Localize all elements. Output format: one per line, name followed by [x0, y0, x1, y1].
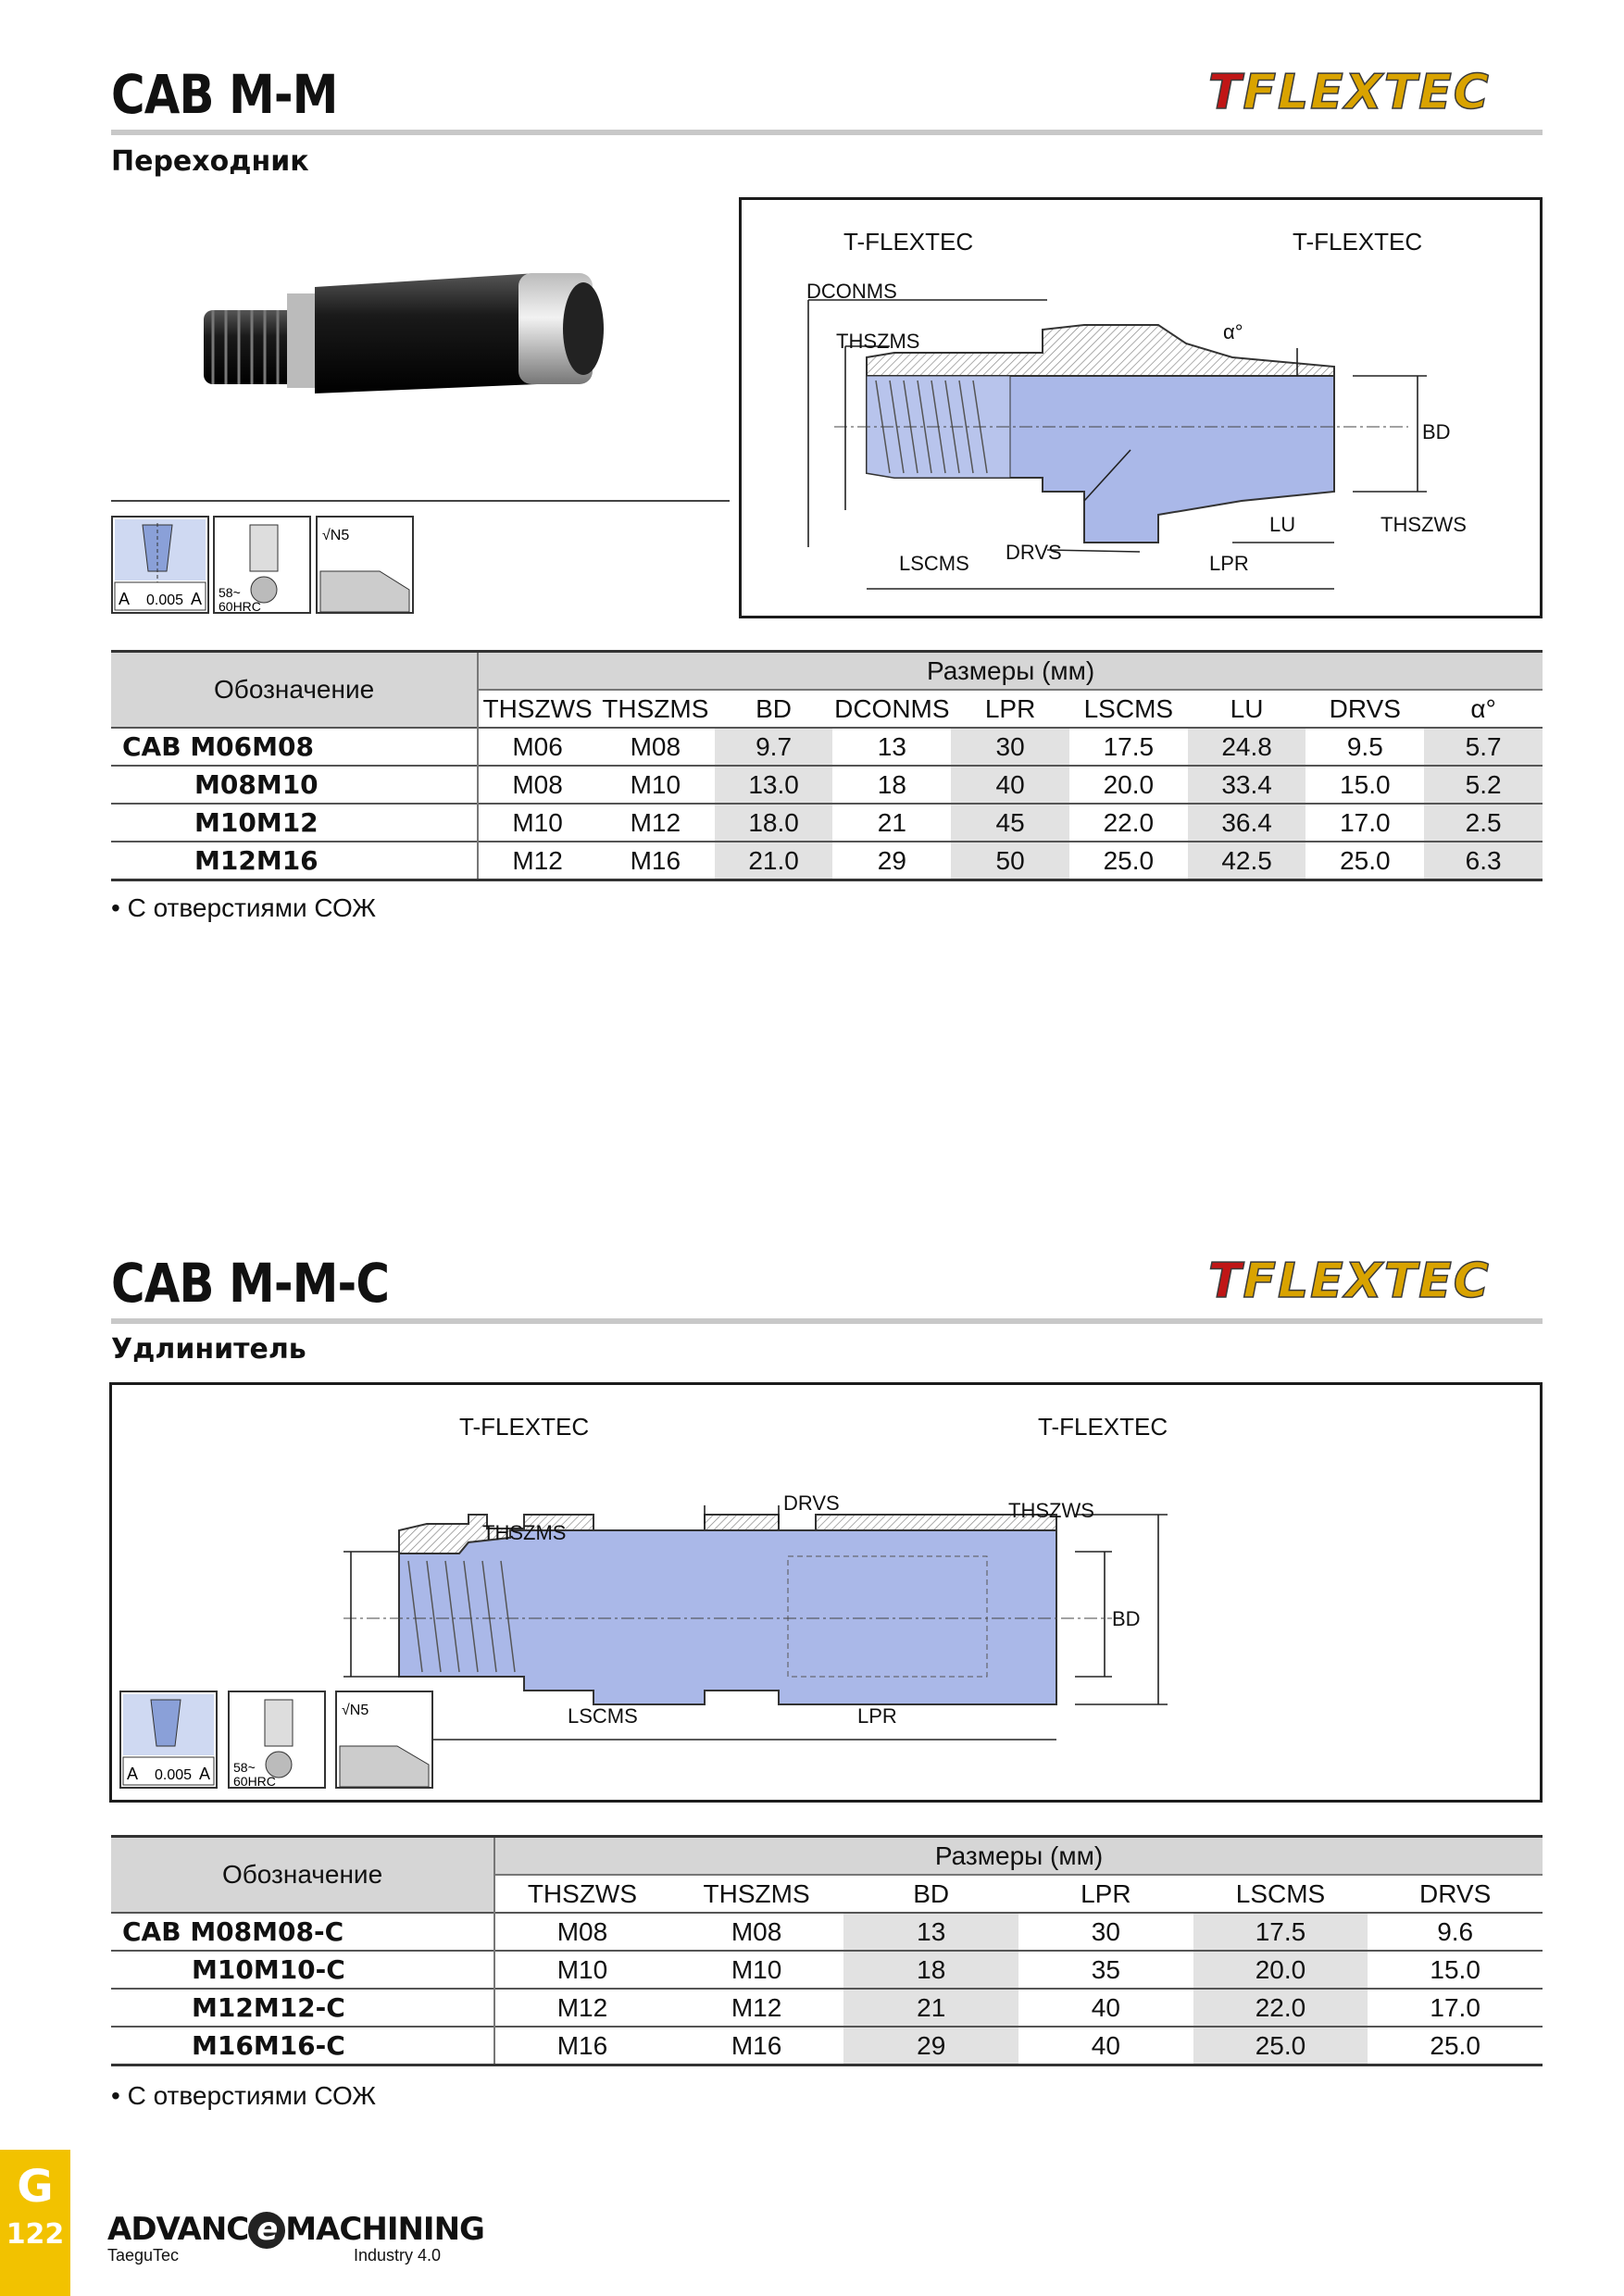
hardness-icon-text-1: 58~ — [219, 585, 241, 600]
row-code-value: M08M08-C — [190, 1916, 344, 1947]
cell: M08 — [669, 1913, 844, 1951]
col-header: LPR — [951, 690, 1069, 728]
cell: 20.0 — [1069, 766, 1188, 804]
dim-lpr: LPR — [857, 1704, 897, 1728]
hardness-icon-text-2: 60HRC — [233, 1774, 276, 1789]
col-header: LSCMS — [1069, 690, 1188, 728]
row-code — [111, 728, 478, 766]
cell: 50 — [951, 842, 1069, 880]
cell: M08 — [494, 1913, 669, 1951]
cell: M16 — [596, 842, 715, 880]
cell: 5.7 — [1424, 728, 1543, 766]
dim-thszws: THSZWS — [1008, 1499, 1094, 1522]
dim-lpr: LPR — [1209, 552, 1249, 575]
cell: 9.6 — [1368, 1913, 1543, 1951]
hardness-icon-text-1: 58~ — [233, 1760, 256, 1775]
cell: 2.5 — [1424, 804, 1543, 842]
cell: 13 — [832, 728, 951, 766]
table-row — [111, 766, 1543, 804]
cell: 13 — [843, 1913, 1018, 1951]
cell: 15.0 — [1368, 1951, 1543, 1989]
diagram1-left-label: T-FLEXTEC — [843, 228, 974, 256]
cell: M16 — [494, 2027, 669, 2065]
row-prefix: CAB — [122, 1916, 181, 1947]
dim-dconms: DCONMS — [806, 280, 897, 303]
finish-icon-text: √N5 — [342, 1703, 369, 1718]
col-header: DRVS — [1305, 690, 1424, 728]
cell: M10 — [669, 1951, 844, 1989]
row-code — [111, 1913, 494, 1951]
spec-table-2 — [111, 1835, 1543, 2066]
diagram-box-1 — [739, 197, 1543, 618]
row-code: M12M16 — [111, 842, 478, 880]
spec-icons — [119, 1691, 434, 1791]
cell: 40 — [1018, 1989, 1193, 2027]
page-number: 122 — [6, 2218, 65, 2251]
col-header: DCONMS — [832, 690, 951, 728]
col-header: LPR — [1018, 1875, 1193, 1913]
section2-title: CAB M-M-C — [111, 1252, 390, 1315]
cell: 17.5 — [1069, 728, 1188, 766]
tol-value: 0.005 — [146, 593, 184, 608]
photo-divider — [111, 500, 730, 502]
cell: M08 — [478, 766, 596, 804]
cell: 30 — [951, 728, 1069, 766]
brand-right: Industry 4.0 — [353, 2246, 441, 2265]
cell: 18 — [843, 1951, 1018, 1989]
cell: 17.0 — [1305, 804, 1424, 842]
cell: M08 — [596, 728, 715, 766]
dim-drvs: DRVS — [1006, 541, 1062, 564]
col-header: THSZWS — [494, 1875, 669, 1913]
cell: 22.0 — [1193, 1989, 1368, 2027]
cell: M16 — [669, 2027, 844, 2065]
row-code: M12M12-C — [111, 1989, 494, 2027]
row-code: M10M12 — [111, 804, 478, 842]
col-header: LU — [1188, 690, 1306, 728]
tol-a1: A — [119, 590, 131, 608]
spec-table-1 — [111, 650, 1543, 881]
spec-icons — [111, 516, 417, 614]
designation-header: Обозначение — [111, 652, 478, 729]
table-row — [111, 842, 1543, 880]
tflextec-logo: TFLEXTEC — [1208, 65, 1491, 120]
tflextec-logo: TFLEXTEC — [1208, 1254, 1491, 1309]
cell: M10 — [596, 766, 715, 804]
dim-lscms: LSCMS — [899, 552, 969, 575]
row-prefix: CAB — [122, 731, 181, 762]
col-header: LSCMS — [1193, 1875, 1368, 1913]
title-rule — [111, 1318, 1543, 1324]
dim-thszws: THSZWS — [1380, 513, 1467, 536]
brand-e: e — [248, 2212, 285, 2249]
cell: 33.4 — [1188, 766, 1306, 804]
designation-header: Обозначение — [111, 1837, 494, 1914]
diagram2-left-label: T-FLEXTEC — [459, 1413, 590, 1441]
cell: M06 — [478, 728, 596, 766]
cell: 22.0 — [1069, 804, 1188, 842]
col-header: α° — [1424, 690, 1543, 728]
cell: M12 — [669, 1989, 844, 2027]
cell: M10 — [478, 804, 596, 842]
diagram-box-2 — [109, 1382, 1543, 1803]
cell: 17.0 — [1368, 1989, 1543, 2027]
dim-lscms: LSCMS — [568, 1704, 638, 1728]
tol-a2: A — [199, 1765, 211, 1783]
tol-a1: A — [127, 1765, 139, 1783]
cell: 6.3 — [1424, 842, 1543, 880]
brand-rest: MACHINING — [285, 2211, 484, 2248]
cell: 29 — [843, 2027, 1018, 2065]
section2-subtitle: Удлинитель — [111, 1333, 306, 1366]
cell: 5.2 — [1424, 766, 1543, 804]
col-header: THSZMS — [596, 690, 715, 728]
cell: 9.5 — [1305, 728, 1424, 766]
diagram2-right-label: T-FLEXTEC — [1038, 1413, 1168, 1441]
row-code: M10M10-C — [111, 1951, 494, 1989]
col-header: BD — [843, 1875, 1018, 1913]
cell: M12 — [478, 842, 596, 880]
dimensions-header: Размеры (мм) — [494, 1837, 1543, 1876]
cell: 40 — [951, 766, 1069, 804]
cell: 25.0 — [1305, 842, 1424, 880]
row-code: M08M10 — [111, 766, 478, 804]
section-tab — [0, 2150, 70, 2296]
section1-title: CAB M-M — [111, 63, 338, 126]
finish-icon-text: √N5 — [322, 528, 350, 543]
title-rule — [111, 130, 1543, 135]
cell: M12 — [494, 1989, 669, 2027]
dim-lu: LU — [1269, 513, 1296, 536]
section-tab-letter: G — [17, 2161, 54, 2213]
cell: 30 — [1018, 1913, 1193, 1951]
dim-drvs: DRVS — [783, 1491, 840, 1515]
col-header: THSZMS — [669, 1875, 844, 1913]
cell: 25.0 — [1069, 842, 1188, 880]
row-code-value: M06M08 — [190, 731, 314, 762]
cell: 35 — [1018, 1951, 1193, 1989]
col-header: THSZWS — [478, 690, 596, 728]
diagram1-right-label: T-FLEXTEC — [1293, 228, 1423, 256]
dim-thszms: THSZMS — [482, 1521, 567, 1544]
tol-a2: A — [191, 590, 203, 608]
dim-bd: BD — [1422, 420, 1451, 443]
cell: 29 — [832, 842, 951, 880]
dim-alpha: α° — [1223, 320, 1243, 343]
cell: 9.7 — [715, 728, 833, 766]
cell: 36.4 — [1188, 804, 1306, 842]
brand-left: TaeguTec — [107, 2246, 180, 2265]
cell: 24.8 — [1188, 728, 1306, 766]
table-row — [111, 1951, 1543, 1989]
cell: 18 — [832, 766, 951, 804]
cell: 21 — [832, 804, 951, 842]
dimensions-header: Размеры (мм) — [478, 652, 1543, 691]
dim-thszms: THSZMS — [836, 330, 920, 353]
cell: 42.5 — [1188, 842, 1306, 880]
cell: 21 — [843, 1989, 1018, 2027]
brand-main: ADVANC — [107, 2211, 249, 2248]
cell: 13.0 — [715, 766, 833, 804]
cell: 40 — [1018, 2027, 1193, 2065]
table-row — [111, 2027, 1543, 2065]
tol-value: 0.005 — [155, 1767, 193, 1783]
col-header: DRVS — [1368, 1875, 1543, 1913]
cell: 15.0 — [1305, 766, 1424, 804]
hardness-icon-text-2: 60HRC — [219, 599, 261, 614]
cell: 25.0 — [1368, 2027, 1543, 2065]
cell: 25.0 — [1193, 2027, 1368, 2065]
cell: 45 — [951, 804, 1069, 842]
coolant-note-1: • С отверстиями СОЖ — [111, 893, 376, 922]
table-row — [111, 1913, 1543, 1951]
advance-machining-logo — [107, 2211, 484, 2265]
cell: M12 — [596, 804, 715, 842]
row-code: M16M16-C — [111, 2027, 494, 2065]
table-row — [111, 1989, 1543, 2027]
cell: 18.0 — [715, 804, 833, 842]
col-header: BD — [715, 690, 833, 728]
cell: 21.0 — [715, 842, 833, 880]
section1-subtitle: Переходник — [111, 145, 309, 178]
coolant-note-2: • С отверстиями СОЖ — [111, 2081, 376, 2110]
cell: 20.0 — [1193, 1951, 1368, 1989]
table-row — [111, 804, 1543, 842]
cell: 17.5 — [1193, 1913, 1368, 1951]
dim-bd: BD — [1112, 1607, 1141, 1630]
product-photo — [185, 255, 630, 430]
table-row — [111, 728, 1543, 766]
cell: M10 — [494, 1951, 669, 1989]
